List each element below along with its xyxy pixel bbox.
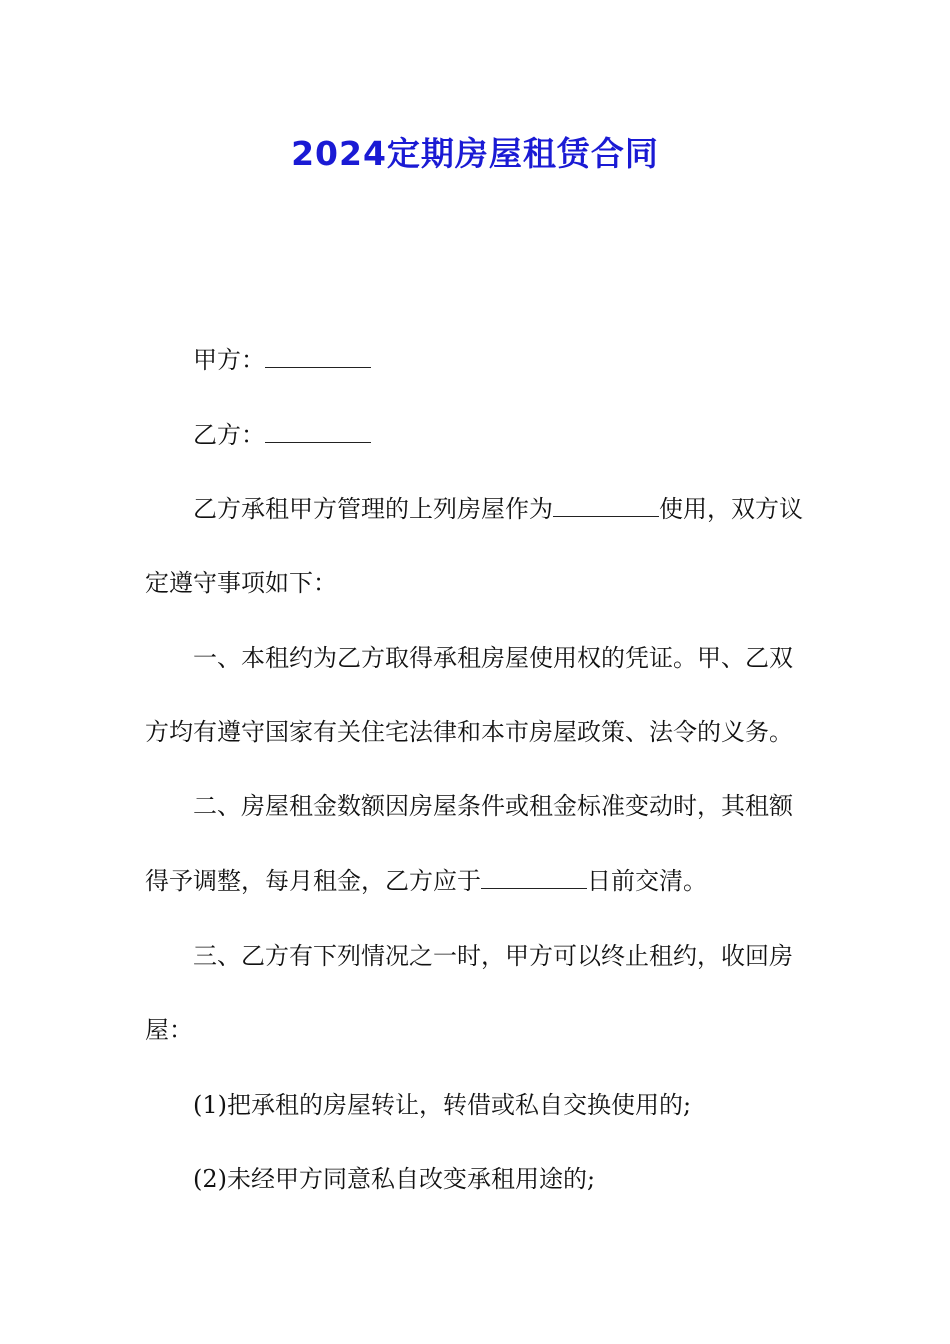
clause-2-line-2 bbox=[145, 865, 815, 897]
payment-day-blank[interactable] bbox=[481, 868, 587, 889]
intro-line-1 bbox=[193, 493, 815, 525]
party-b-label: 乙方： bbox=[193, 421, 265, 449]
intro-line-2: 定遵守事项如下： bbox=[145, 569, 337, 597]
clause-3-line-1: 三、乙方有下列情况之一时，甲方可以终止租约，收回房 bbox=[193, 942, 793, 970]
party-b-line bbox=[193, 419, 815, 451]
usage-blank[interactable] bbox=[553, 496, 659, 517]
intro-text-b: 使用，双方议 bbox=[659, 495, 803, 523]
clause-3-line-2: 屋： bbox=[145, 1016, 193, 1044]
party-a-blank[interactable] bbox=[265, 347, 371, 368]
party-a-line bbox=[193, 344, 815, 376]
document-title: 2024定期房屋租赁合同 bbox=[291, 134, 659, 173]
clause-3-item-2: (2)未经甲方同意私自改变承租用途的; bbox=[193, 1165, 596, 1193]
clause-1-line-1: 一、本租约为乙方取得承租房屋使用权的凭证。甲、乙双 bbox=[193, 644, 793, 672]
clause-2-line-1: 二、房屋租金数额因房屋条件或租金标准变动时，其租额 bbox=[193, 792, 793, 820]
party-b-blank[interactable] bbox=[265, 422, 371, 443]
clause-2-text-b: 日前交清。 bbox=[587, 867, 707, 895]
clause-3-item-1: (1)把承租的房屋转让，转借或私自交换使用的; bbox=[193, 1091, 692, 1119]
intro-text-a: 乙方承租甲方管理的上列房屋作为 bbox=[193, 495, 553, 523]
clause-2-text-a: 得予调整，每月租金，乙方应于 bbox=[145, 867, 481, 895]
party-a-label: 甲方： bbox=[193, 346, 265, 374]
clause-1-line-2: 方均有遵守国家有关住宅法律和本市房屋政策、法令的义务。 bbox=[145, 718, 793, 746]
